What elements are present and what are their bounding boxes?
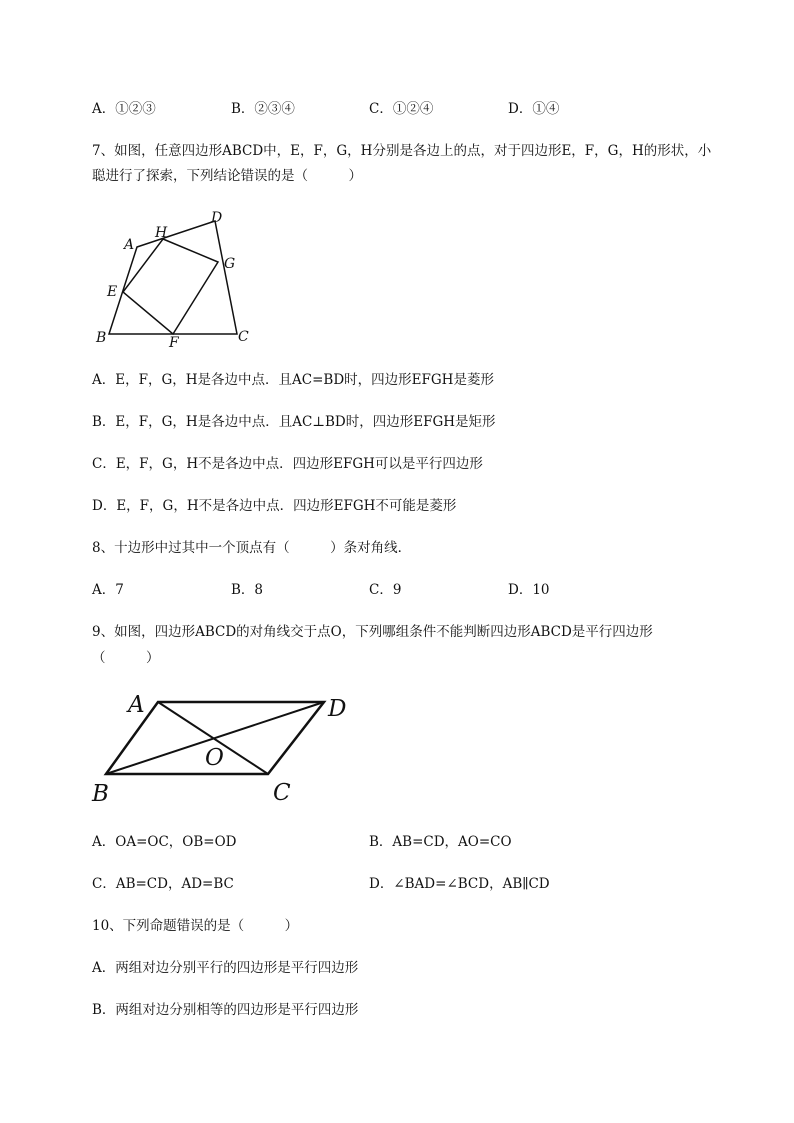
q7-stem-line1: 7、如图，任意四边形ABCD中，E，F，G，H分别是各边上的点，对于四边形E，F，G，H的形状，小 bbox=[92, 143, 712, 159]
q10-stem: 10、下列命题错误的是（ ） bbox=[92, 918, 299, 934]
q7-label-b: B bbox=[96, 330, 107, 346]
q9-label-b: B bbox=[92, 781, 109, 807]
q8-option-d: D．10 bbox=[508, 582, 550, 598]
q7-figure bbox=[90, 205, 260, 350]
q9-label-a: A bbox=[128, 692, 145, 718]
q9-label-o: O bbox=[205, 745, 224, 771]
q9-stem-line2: （ ） bbox=[92, 650, 160, 666]
q7-option-b: B．E，F，G，H是各边中点．且AC⊥BD时，四边形EFGH是矩形 bbox=[92, 414, 496, 430]
q7-label-h: H bbox=[155, 225, 168, 241]
q9-option-c: C．AB=CD，AD=BC bbox=[92, 876, 234, 892]
q7-label-c: C bbox=[238, 329, 249, 345]
q9-option-b: B．AB=CD，AO=CO bbox=[369, 834, 512, 850]
q6-option-b: B．②③④ bbox=[231, 101, 295, 117]
q7-label-e: E bbox=[107, 284, 118, 300]
q6-option-a: A．①②③ bbox=[92, 101, 156, 117]
q6-option-c: C．①②④ bbox=[369, 101, 434, 117]
q8-option-a: A．7 bbox=[92, 582, 124, 598]
q9-stem-line1: 9、如图，四边形ABCD的对角线交于点O，下列哪组条件不能判断四边形ABCD是平行四边形 bbox=[92, 624, 653, 640]
q7-label-d: D bbox=[211, 210, 223, 226]
q9-option-d: D．∠BAD=∠BCD，AB∥CD bbox=[369, 876, 550, 892]
q7-label-g: G bbox=[224, 256, 236, 272]
q10-option-a: A．两组对边分别平行的四边形是平行四边形 bbox=[92, 960, 359, 976]
q7-stem-line2: 聪进行了探索，下列结论错误的是（ ） bbox=[92, 168, 362, 184]
q9-label-d: D bbox=[328, 696, 347, 722]
q8-option-c: C．9 bbox=[369, 582, 402, 598]
q7-option-a: A．E，F，G，H是各边中点．且AC=BD时，四边形EFGH是菱形 bbox=[92, 372, 494, 388]
q6-option-d: D．①④ bbox=[508, 101, 560, 117]
q7-option-c: C．E，F，G，H不是各边中点．四边形EFGH可以是平行四边形 bbox=[92, 456, 483, 472]
q9-label-c: C bbox=[273, 780, 291, 806]
q9-figure bbox=[88, 685, 358, 810]
q8-stem: 8、十边形中过其中一个顶点有（ ）条对角线． bbox=[92, 540, 412, 556]
q9-option-a: A．OA=OC，OB=OD bbox=[92, 834, 237, 850]
q8-option-b: B．8 bbox=[231, 582, 264, 598]
q7-quad-efgh bbox=[123, 239, 218, 334]
q10-option-b: B．两组对边分别相等的四边形是平行四边形 bbox=[92, 1002, 359, 1018]
q7-option-d: D．E，F，G，H不是各边中点．四边形EFGH不可能是菱形 bbox=[92, 498, 457, 514]
q7-label-a: A bbox=[124, 237, 135, 253]
q7-label-f: F bbox=[169, 335, 179, 350]
